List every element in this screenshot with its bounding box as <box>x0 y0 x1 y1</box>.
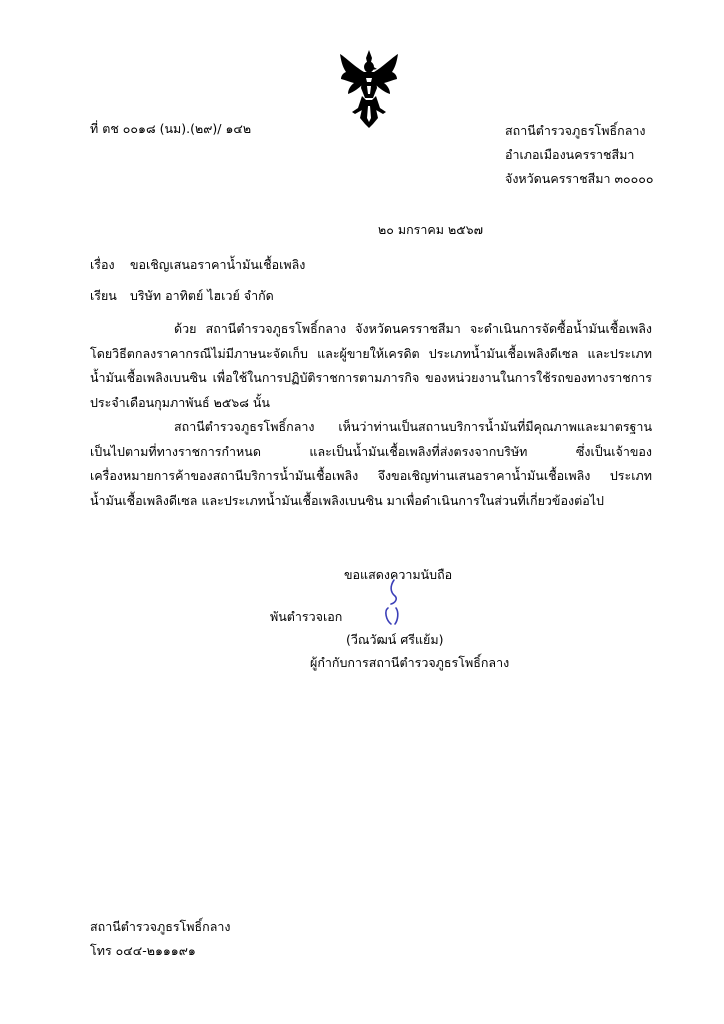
signer-name: (วีณวัฒน์ ศรีแย้ม) <box>346 632 444 647</box>
signer-rank: พันตำรวจเอก <box>270 609 343 624</box>
signer-position: ผู้กำกับการสถานีตำรวจภูธรโพธิ์กลาง <box>310 655 510 670</box>
garuda-emblem-icon <box>338 48 400 130</box>
body-paragraph-2: สถานีตำรวจภูธรโพธิ์กลาง เห็นว่าท่านเป็นสถานบริการน้ำมันที่มีคุณภาพและมาตรฐานเป็นไปตามที่ทางราชการกำหนด และเป็นน้ำมันเชื้อเพลิงที่ส่งตรงจากบริษัท ซึ่งเป็นเจ้าของเครื่องหมายการค้าของสถานีบริการน้ำมันเชื้อเพลิง จึงขอเชิญท่านเสนอราคาน้ำมันเชื้อเพลิง ประเภทน้ำมันเชื้อเพลิงดีเซล และประเภทน้ำมันเชื้อเพลิงเบนซิน มาเพื่อดำเนินการในส่วนที่เกี่ยวข้องต่อไป <box>90 419 652 508</box>
letter-date: ๒๐ มกราคม ๒๕๖๗ <box>378 222 483 237</box>
body-paragraph-1: ด้วย สถานีตำรวจภูธรโพธิ์กลาง จังหวัดนครราชสีมา จะดำเนินการจัดซื้อน้ำมันเชื้อเพลิง โดยวิธีตกลงราคากรณีไม่มีภาษนะจัดเก็บ และผู้ขายให้เครดิต ประเภทน้ำมันเชื้อเพลิงดีเซล และประเภทน้ำมันเชื้อเพลิงเบนซิน เพื่อใช้ในการปฏิบัติราชการตามภารกิจ ของหน่วยงานในการใช้รถของทางราชการ ประจำเดือนกุมภาพันธ์ ๒๕๖๘ นั้น <box>90 321 652 410</box>
footer-contact <box>90 915 230 963</box>
address-line-district: อำเภอเมืองนครราชสีมา <box>505 147 635 162</box>
subject-line <box>90 255 305 275</box>
handwritten-signature-icon <box>378 578 408 626</box>
recipient-label: เรียน <box>90 288 117 303</box>
recipient-line <box>90 286 274 306</box>
subject-label: เรื่อง <box>90 257 115 272</box>
subject-text: ขอเชิญเสนอราคาน้ำมันเชื้อเพลิง <box>129 257 306 272</box>
address-line-office: สถานีตำรวจภูธรโพธิ์กลาง <box>505 123 646 138</box>
address-line-province: จังหวัดนครราชสีมา ๓๐๐๐๐ <box>505 171 654 186</box>
letter-body <box>90 317 652 513</box>
sender-address <box>505 119 654 191</box>
reference-number: ที่ ตช ๐๐๑๘ (นม).(๒๙)/ ๑๔๒ <box>90 121 252 136</box>
recipient-text: บริษัท อาทิตย์ ไฮเวย์ จำกัด <box>129 288 274 303</box>
closing-phrase: ขอแสดงความนับถือ <box>344 567 453 582</box>
footer-phone: โทร ๐๔๔-๒๑๑๑๙๑ <box>90 943 196 958</box>
footer-office: สถานีตำรวจภูธรโพธิ์กลาง <box>90 919 231 934</box>
